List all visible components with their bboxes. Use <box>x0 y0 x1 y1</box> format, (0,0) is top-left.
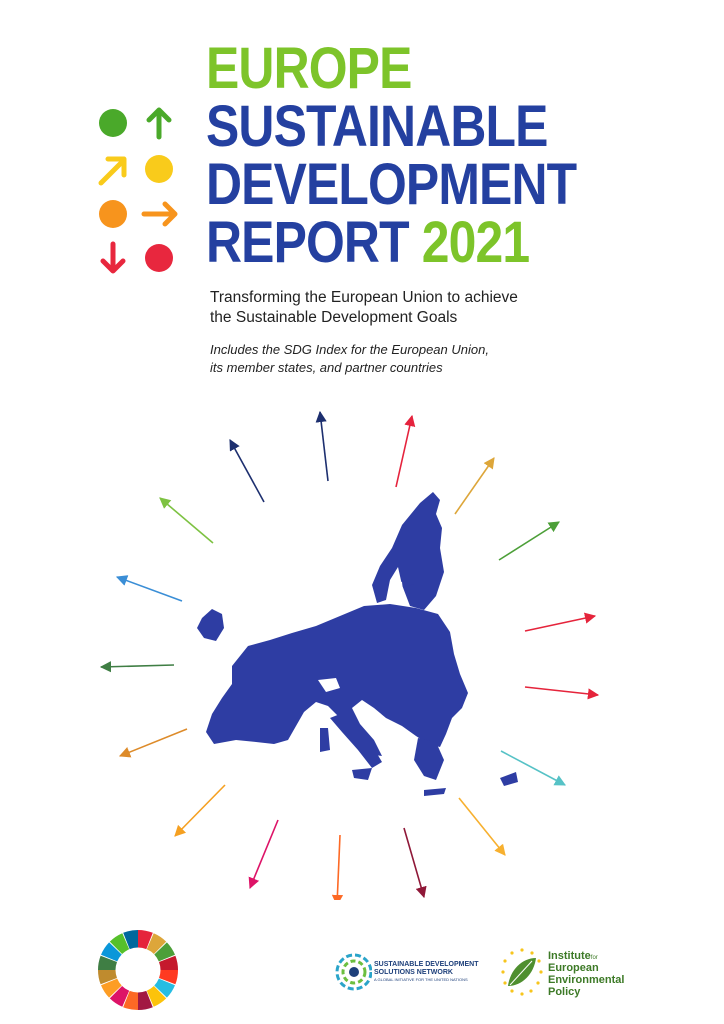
right-arrow-icon <box>144 204 175 224</box>
ieep-word-institute: Institute <box>548 950 591 962</box>
sdg-arrow <box>396 416 412 487</box>
red-dot-icon <box>145 244 173 272</box>
ieep-word-for: for <box>590 955 598 961</box>
tagline-line: Includes the SDG Index for the European Union, <box>210 342 489 357</box>
title-line-report <box>206 210 530 275</box>
sdg-arrow <box>230 440 264 502</box>
map-region-cyprus <box>500 772 518 786</box>
sdg-arrow <box>250 820 278 888</box>
sdg-arrow <box>455 458 494 514</box>
title-line-europe: EUROPE <box>206 36 412 101</box>
ieep-name-line2: European <box>548 962 599 974</box>
sdg-arrow <box>525 616 595 631</box>
sdg-arrow <box>175 785 225 836</box>
europe-map-illustration <box>0 400 724 900</box>
trend-legend-icons <box>96 106 180 276</box>
sdg-arrow <box>337 835 340 900</box>
report-title <box>206 36 577 275</box>
sdsn-logo <box>334 948 484 998</box>
sdsn-name-line1: SUSTAINABLE DEVELOPMENT <box>374 961 479 968</box>
tagline <box>210 341 630 377</box>
subtitle-line: Transforming the European Union to achieve <box>210 289 518 306</box>
sdg-arrow <box>117 577 182 601</box>
title-line-sustainable: SUSTAINABLE <box>206 94 548 159</box>
tagline-line: its member states, and partner countries <box>210 360 443 375</box>
sdg-arrow <box>499 522 559 560</box>
map-region-mainland <box>206 604 468 756</box>
sdg-arrow <box>459 798 505 855</box>
map-region-sicily <box>352 768 372 780</box>
sdsn-tagline: A GLOBAL INITIATIVE FOR THE UNITED NATIONS <box>374 977 468 982</box>
ieep-leaf-stars-icon <box>498 946 546 1002</box>
title-line-development: DEVELOPMENT <box>206 152 577 217</box>
sdg-wheel-logo <box>96 928 180 1012</box>
map-region-gotland <box>408 584 414 596</box>
sdg-arrow <box>525 687 598 695</box>
title-word-report: REPORT <box>206 210 409 275</box>
europe-map-shape <box>197 492 518 796</box>
subtitle <box>210 288 630 328</box>
sdg-arrow <box>101 665 174 667</box>
ieep-logo <box>498 946 638 1002</box>
orange-dot-icon <box>99 200 127 228</box>
sdg-arrow <box>320 412 328 481</box>
map-region-ireland <box>197 609 224 641</box>
down-arrow-icon <box>103 244 123 271</box>
sdsn-globe-icon <box>334 948 372 996</box>
yellow-dot-icon <box>145 155 173 183</box>
ieep-name-line4: Policy <box>548 986 581 998</box>
sdg-arrow <box>120 729 187 756</box>
ieep-name-line3: Environmental <box>548 974 625 986</box>
title-year: 2021 <box>421 210 530 275</box>
green-dot-icon <box>99 109 127 137</box>
diagonal-up-arrow-icon <box>101 159 124 183</box>
subtitle-line: the Sustainable Development Goals <box>210 309 458 326</box>
map-region-crete <box>424 788 446 796</box>
sdg-arrow <box>160 498 213 543</box>
up-arrow-icon <box>149 110 169 137</box>
map-region-sardinia <box>320 728 330 752</box>
sdsn-name-line2: SOLUTIONS NETWORK <box>374 969 453 976</box>
sdg-arrow <box>404 828 424 897</box>
